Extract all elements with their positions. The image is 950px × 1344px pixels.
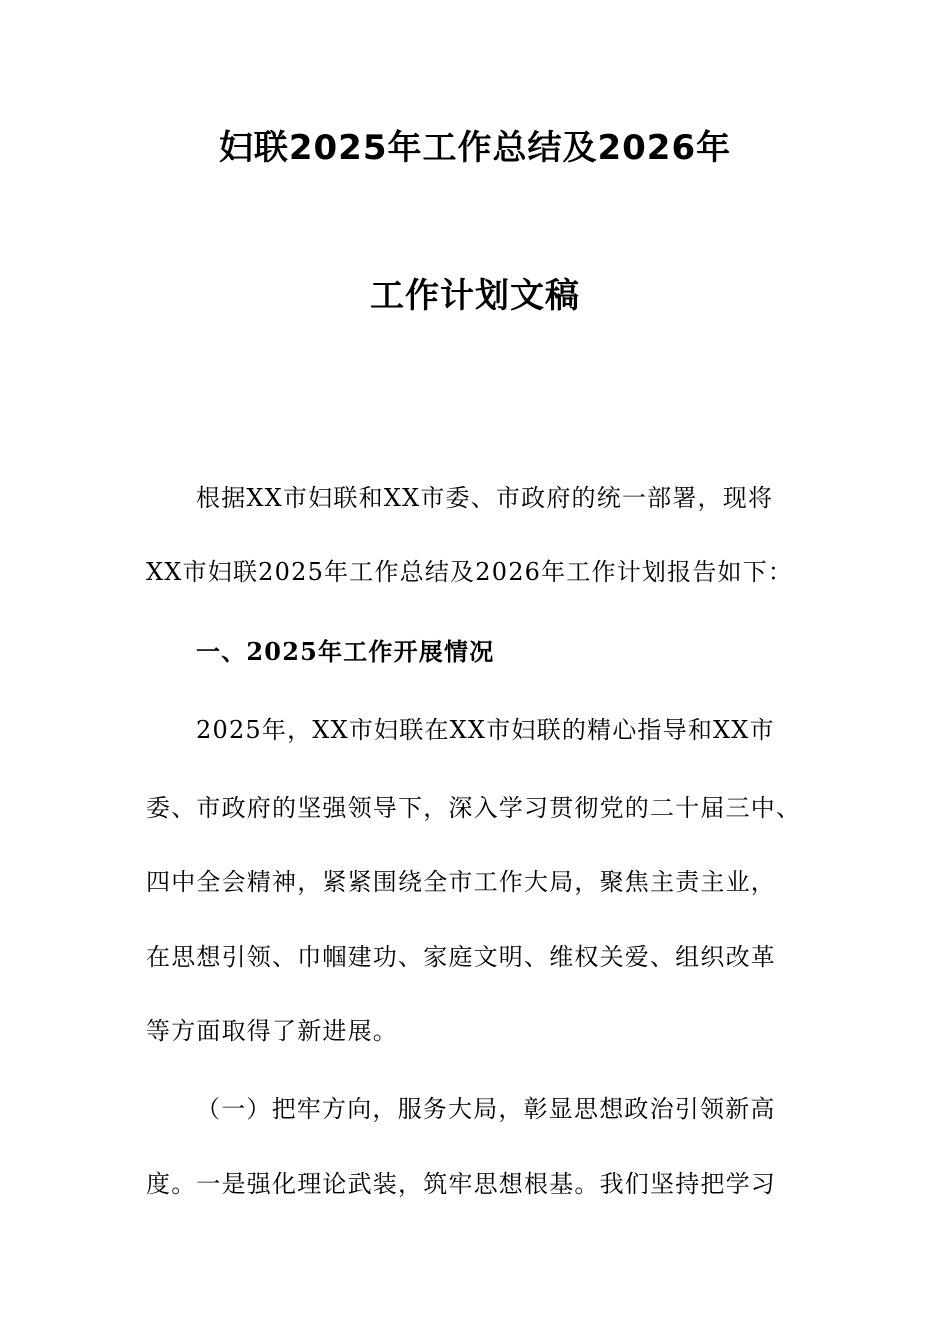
paragraph-2025-line-1: 2025年，XX市妇联在XX市妇联的精心指导和XX市 — [196, 716, 775, 744]
document-title-line-1: 妇联2025年工作总结及2026年 — [218, 128, 732, 168]
paragraph-2025-line-3: 四中全会精神，紧紧围绕全市工作大局，聚焦主责主业， — [146, 868, 776, 896]
subsection-1-line-1: （一）把牢方向，服务大局，彰显思想政治引领新高 — [196, 1095, 776, 1123]
paragraph-2025-line-5: 等方面取得了新进展。 — [146, 1017, 398, 1045]
subsection-1-line-2: 度。一是强化理论武装，筑牢思想根基。我们坚持把学习 — [146, 1170, 776, 1198]
paragraph-2025-line-4: 在思想引领、巾帼建功、家庭文明、维权关爱、组织改革 — [146, 943, 776, 971]
paragraph-2025-line-2: 委、市政府的坚强领导下，深入学习贯彻党的二十届三中、 — [146, 794, 802, 822]
paragraph-intro-line-1: 根据XX市妇联和XX市委、市政府的统一部署，现将 — [196, 484, 774, 512]
paragraph-intro-line-2: XX市妇联2025年工作总结及2026年工作计划报告如下： — [146, 558, 794, 586]
document-title-line-2: 工作计划文稿 — [370, 276, 580, 316]
section-heading-1: 一、2025年工作开展情况 — [196, 637, 495, 666]
